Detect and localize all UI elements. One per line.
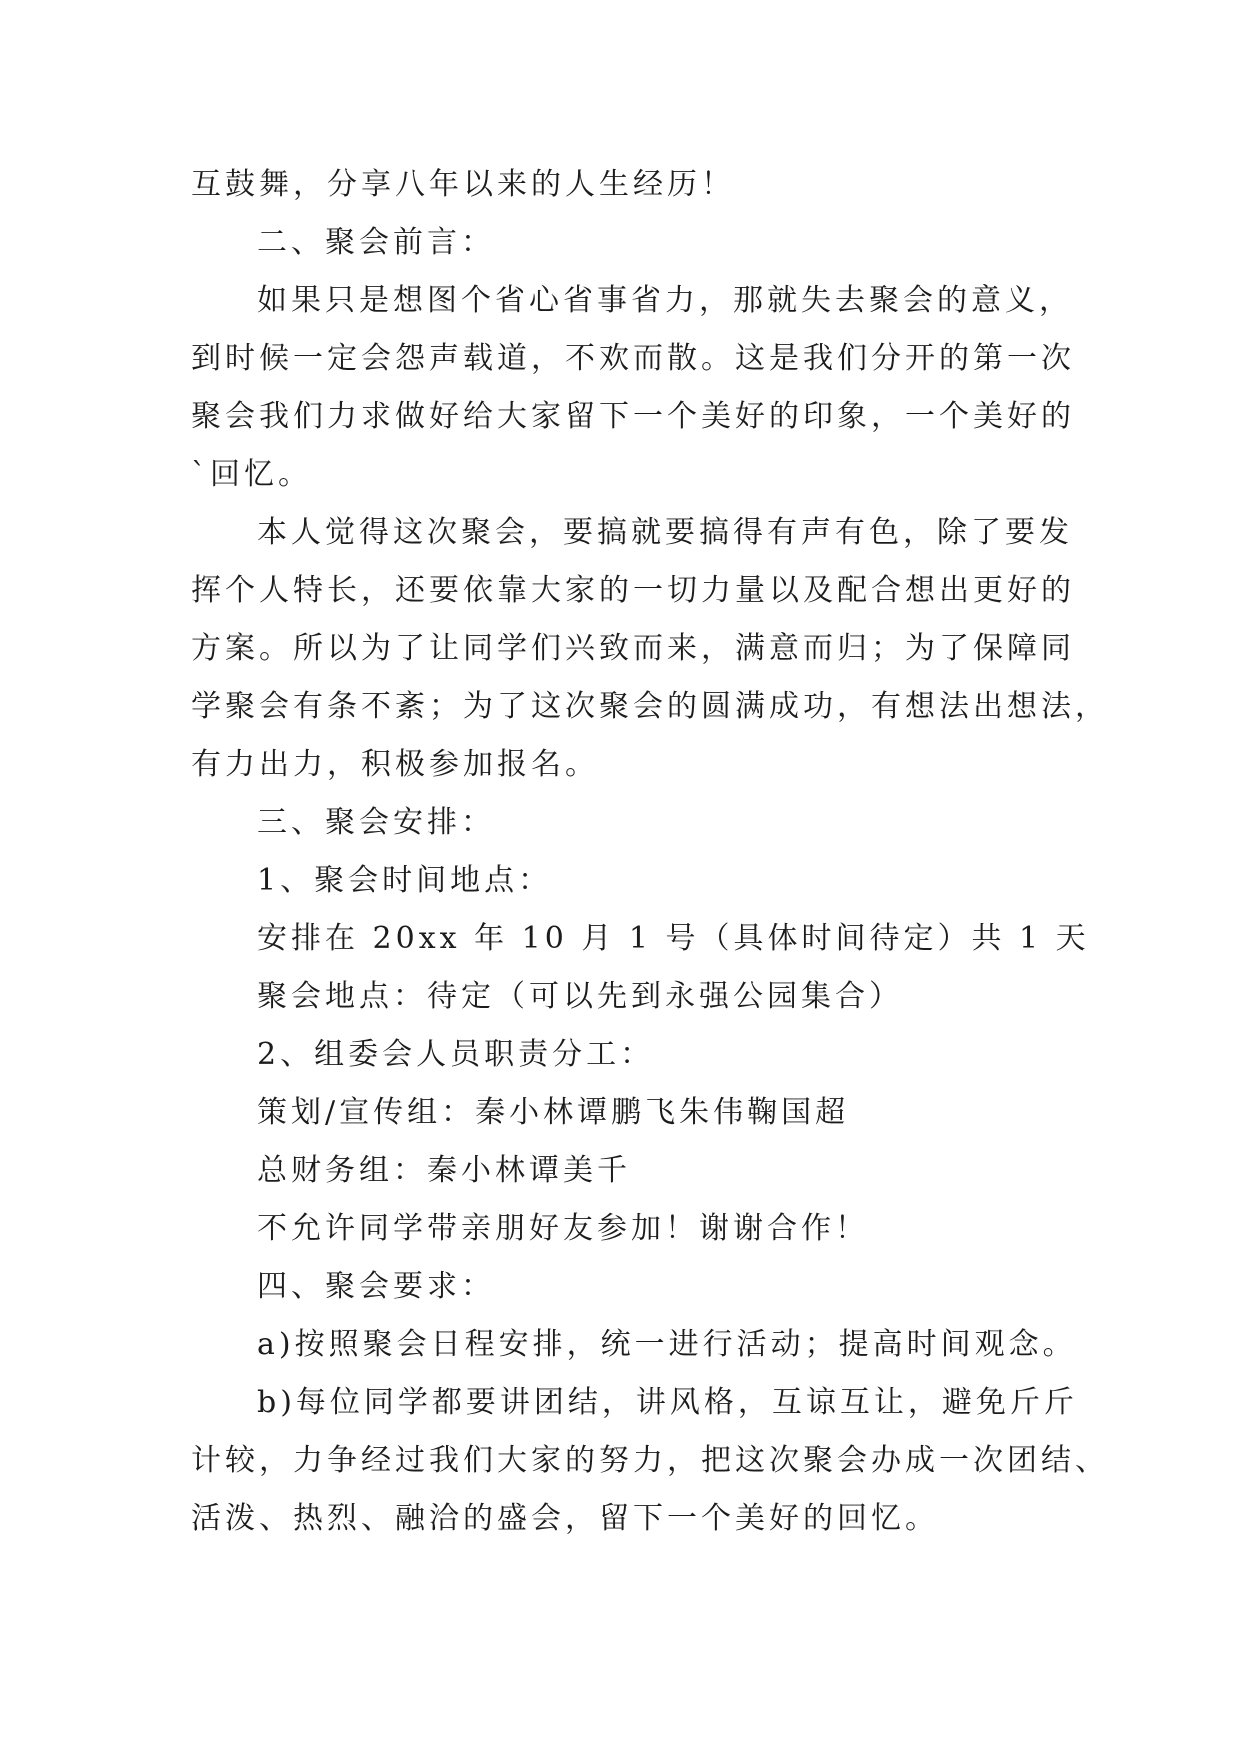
text-line: 总财务组：秦小林谭美千 — [257, 1153, 631, 1188]
section-heading: 四、聚会要求： — [257, 1269, 495, 1304]
text-line: 本人觉得这次聚会，要搞就要搞得有声有色，除了要发 — [257, 515, 1073, 550]
text-line: 方案。所以为了让同学们兴致而来，满意而归；为了保障同 — [191, 631, 1075, 666]
text-line: a)按照聚会日程安排，统一进行活动；提高时间观念。 — [257, 1327, 1077, 1362]
text-line: 到时候一定会怨声载道，不欢而散。这是我们分开的第一次 — [191, 341, 1075, 376]
subsection-heading: 2、组委会人员职责分工： — [257, 1037, 655, 1072]
text-line: 挥个人特长，还要依靠大家的一切力量以及配合想出更好的 — [191, 573, 1075, 608]
text-line: 互鼓舞，分享八年以来的人生经历！ — [191, 167, 735, 202]
text-line: 如果只是想图个省心省事省力，那就失去聚会的意义， — [257, 283, 1073, 318]
section-heading: 二、聚会前言： — [257, 225, 495, 260]
subsection-heading: 1、聚会时间地点： — [257, 863, 553, 898]
text-line: 有力出力，积极参加报名。 — [191, 747, 599, 782]
text-line: 计较，力争经过我们大家的努力，把这次聚会办成一次团结、 — [191, 1443, 1109, 1478]
text-line: 聚会我们力求做好给大家留下一个美好的印象，一个美好的 — [191, 399, 1075, 434]
section-heading: 三、聚会安排： — [257, 805, 495, 840]
text-line: 策划/宣传组：秦小林谭鹏飞朱伟鞠国超 — [257, 1095, 850, 1130]
text-line: b)每位同学都要讲团结，讲风格，互谅互让，避免斤斤 — [257, 1385, 1078, 1420]
text-line: 活泼、热烈、融洽的盛会，留下一个美好的回忆。 — [191, 1501, 939, 1536]
text-line: 安排在 20xx 年 10 月 1 号（具体时间待定）共 1 天 — [257, 921, 1090, 956]
text-line: `回忆。 — [191, 457, 312, 492]
text-line: 不允许同学带亲朋好友参加！谢谢合作！ — [257, 1211, 869, 1246]
text-line: 学聚会有条不紊；为了这次聚会的圆满成功，有想法出想法， — [191, 689, 1109, 724]
text-line: 聚会地点：待定（可以先到永强公园集合） — [257, 979, 903, 1014]
